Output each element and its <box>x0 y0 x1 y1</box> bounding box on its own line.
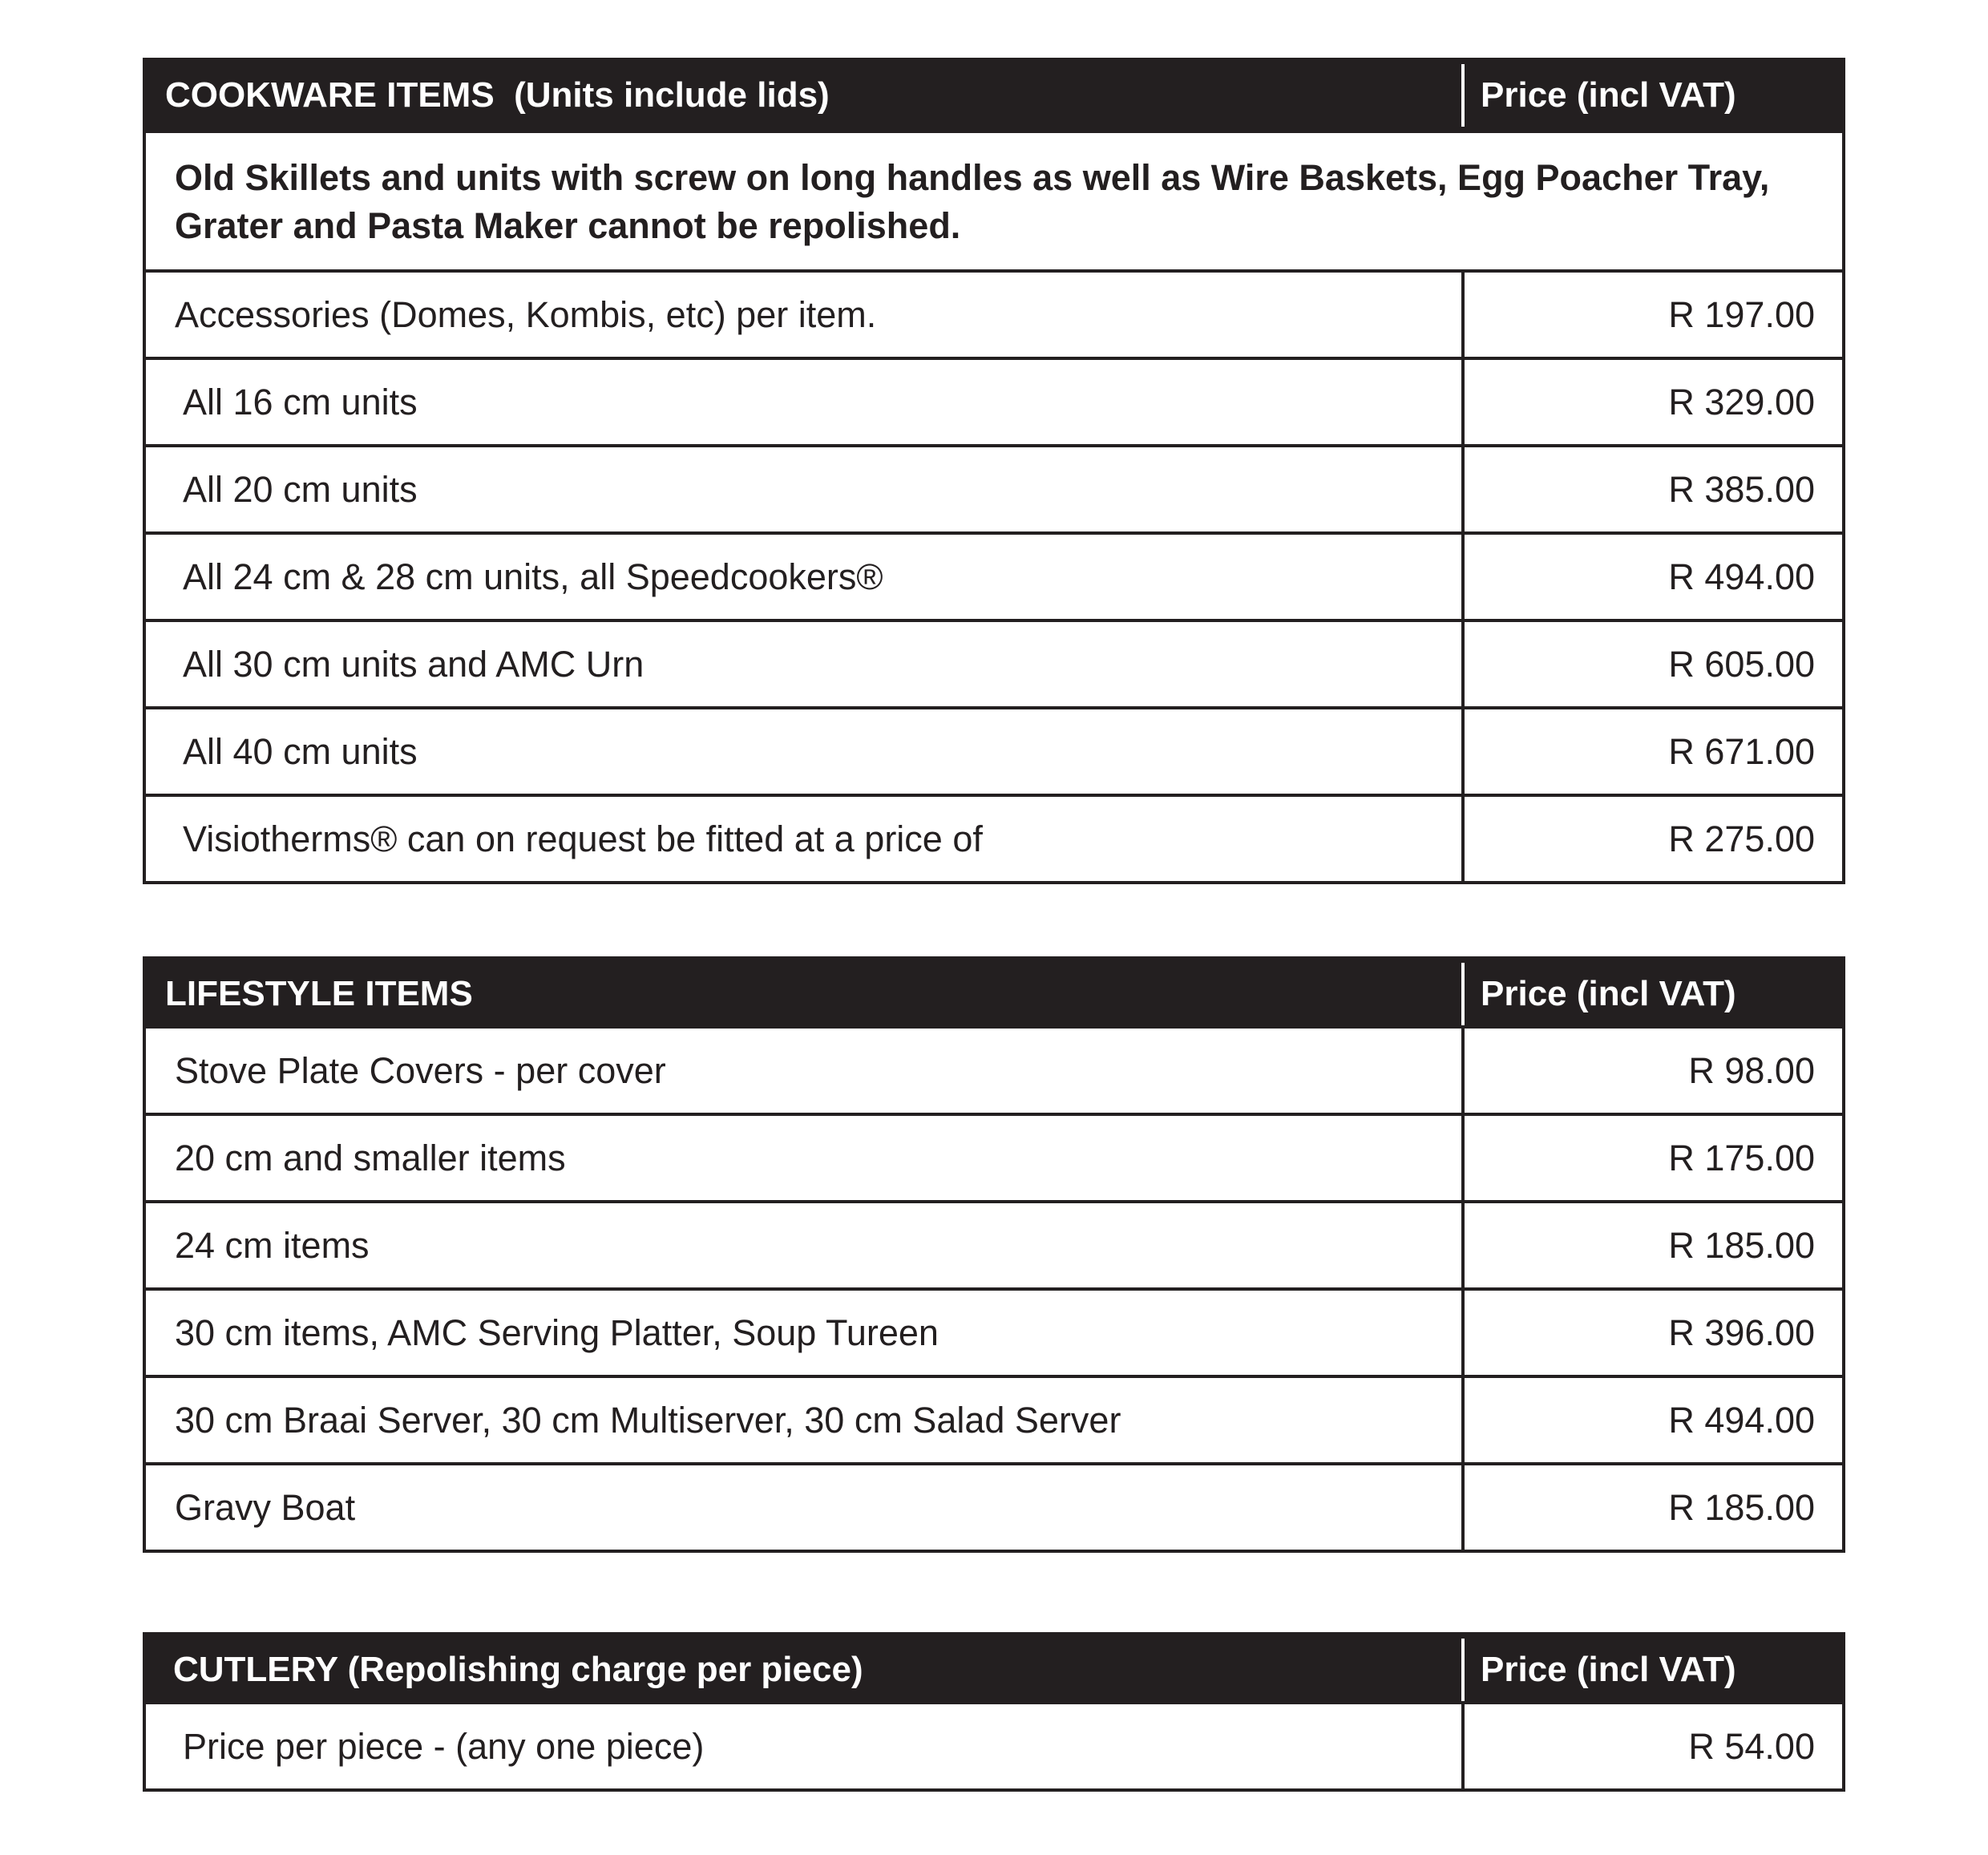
cookware-price-header: Price (incl VAT) <box>1461 64 1842 127</box>
row-label: 30 cm items, AMC Serving Platter, Soup Tureen <box>175 1311 939 1353</box>
table-row <box>146 357 1842 444</box>
row-label: Gravy Boat <box>175 1486 356 1528</box>
lifestyle-header <box>146 960 1842 1029</box>
cookware-title: COOKWARE ITEMS (Units include lids) <box>165 75 830 115</box>
table-row <box>146 794 1842 881</box>
row-label: Accessories (Domes, Kombis, etc) per item. <box>175 293 877 335</box>
row-label: All 30 cm units and AMC Urn <box>183 643 644 685</box>
row-price: R 671.00 <box>1461 709 1842 794</box>
row-price: R 275.00 <box>1461 797 1842 881</box>
cookware-price-table <box>143 58 1845 884</box>
lifestyle-price-table <box>143 956 1845 1553</box>
table-row <box>146 706 1842 794</box>
table-row <box>146 1462 1842 1550</box>
row-price: R 98.00 <box>1461 1029 1842 1113</box>
cutlery-header <box>146 1635 1842 1704</box>
row-label: All 20 cm units <box>183 468 418 510</box>
cookware-header <box>146 61 1842 130</box>
row-label: Stove Plate Covers - per cover <box>175 1049 666 1091</box>
table-row <box>146 1704 1842 1788</box>
row-price: R 175.00 <box>1461 1116 1842 1200</box>
row-label: Visiotherms® can on request be fitted at a price of <box>183 818 983 859</box>
row-price: R 329.00 <box>1461 360 1842 444</box>
row-label: All 40 cm units <box>183 730 418 772</box>
row-price: R 605.00 <box>1461 622 1842 706</box>
row-price: R 185.00 <box>1461 1203 1842 1287</box>
table-row <box>146 531 1842 619</box>
lifestyle-price-header: Price (incl VAT) <box>1461 963 1842 1025</box>
cutlery-title: CUTLERY (Repolishing charge per piece) <box>173 1650 863 1689</box>
table-row <box>146 1287 1842 1375</box>
lifestyle-title: LIFESTYLE ITEMS <box>165 974 473 1013</box>
row-price: R 197.00 <box>1461 273 1842 357</box>
row-price: R 494.00 <box>1461 535 1842 619</box>
cutlery-price-header: Price (incl VAT) <box>1461 1639 1842 1701</box>
row-label: 24 cm items <box>175 1224 370 1266</box>
row-label: All 16 cm units <box>183 381 418 422</box>
table-row <box>146 269 1842 357</box>
table-row <box>146 1375 1842 1462</box>
table-row <box>146 1029 1842 1113</box>
table-row <box>146 1200 1842 1287</box>
row-price: R 396.00 <box>1461 1291 1842 1375</box>
table-row <box>146 1113 1842 1200</box>
row-price: R 494.00 <box>1461 1378 1842 1462</box>
table-row <box>146 619 1842 706</box>
row-price: R 185.00 <box>1461 1465 1842 1550</box>
row-label: All 24 cm & 28 cm units, all Speedcookers® <box>183 556 883 597</box>
cookware-note: Old Skillets and units with screw on long handles as well as Wire Baskets, Egg Poacher Tray, Grater and Pasta Maker cannot be repolished. <box>146 130 1842 269</box>
table-row <box>146 444 1842 531</box>
row-label: Price per piece - (any one piece) <box>183 1725 705 1767</box>
row-price: R 385.00 <box>1461 447 1842 531</box>
row-label: 30 cm Braai Server, 30 cm Multiserver, 30 cm Salad Server <box>175 1399 1121 1441</box>
row-label: 20 cm and smaller items <box>175 1137 566 1178</box>
cutlery-price-table <box>143 1632 1845 1792</box>
row-price: R 54.00 <box>1461 1704 1842 1788</box>
